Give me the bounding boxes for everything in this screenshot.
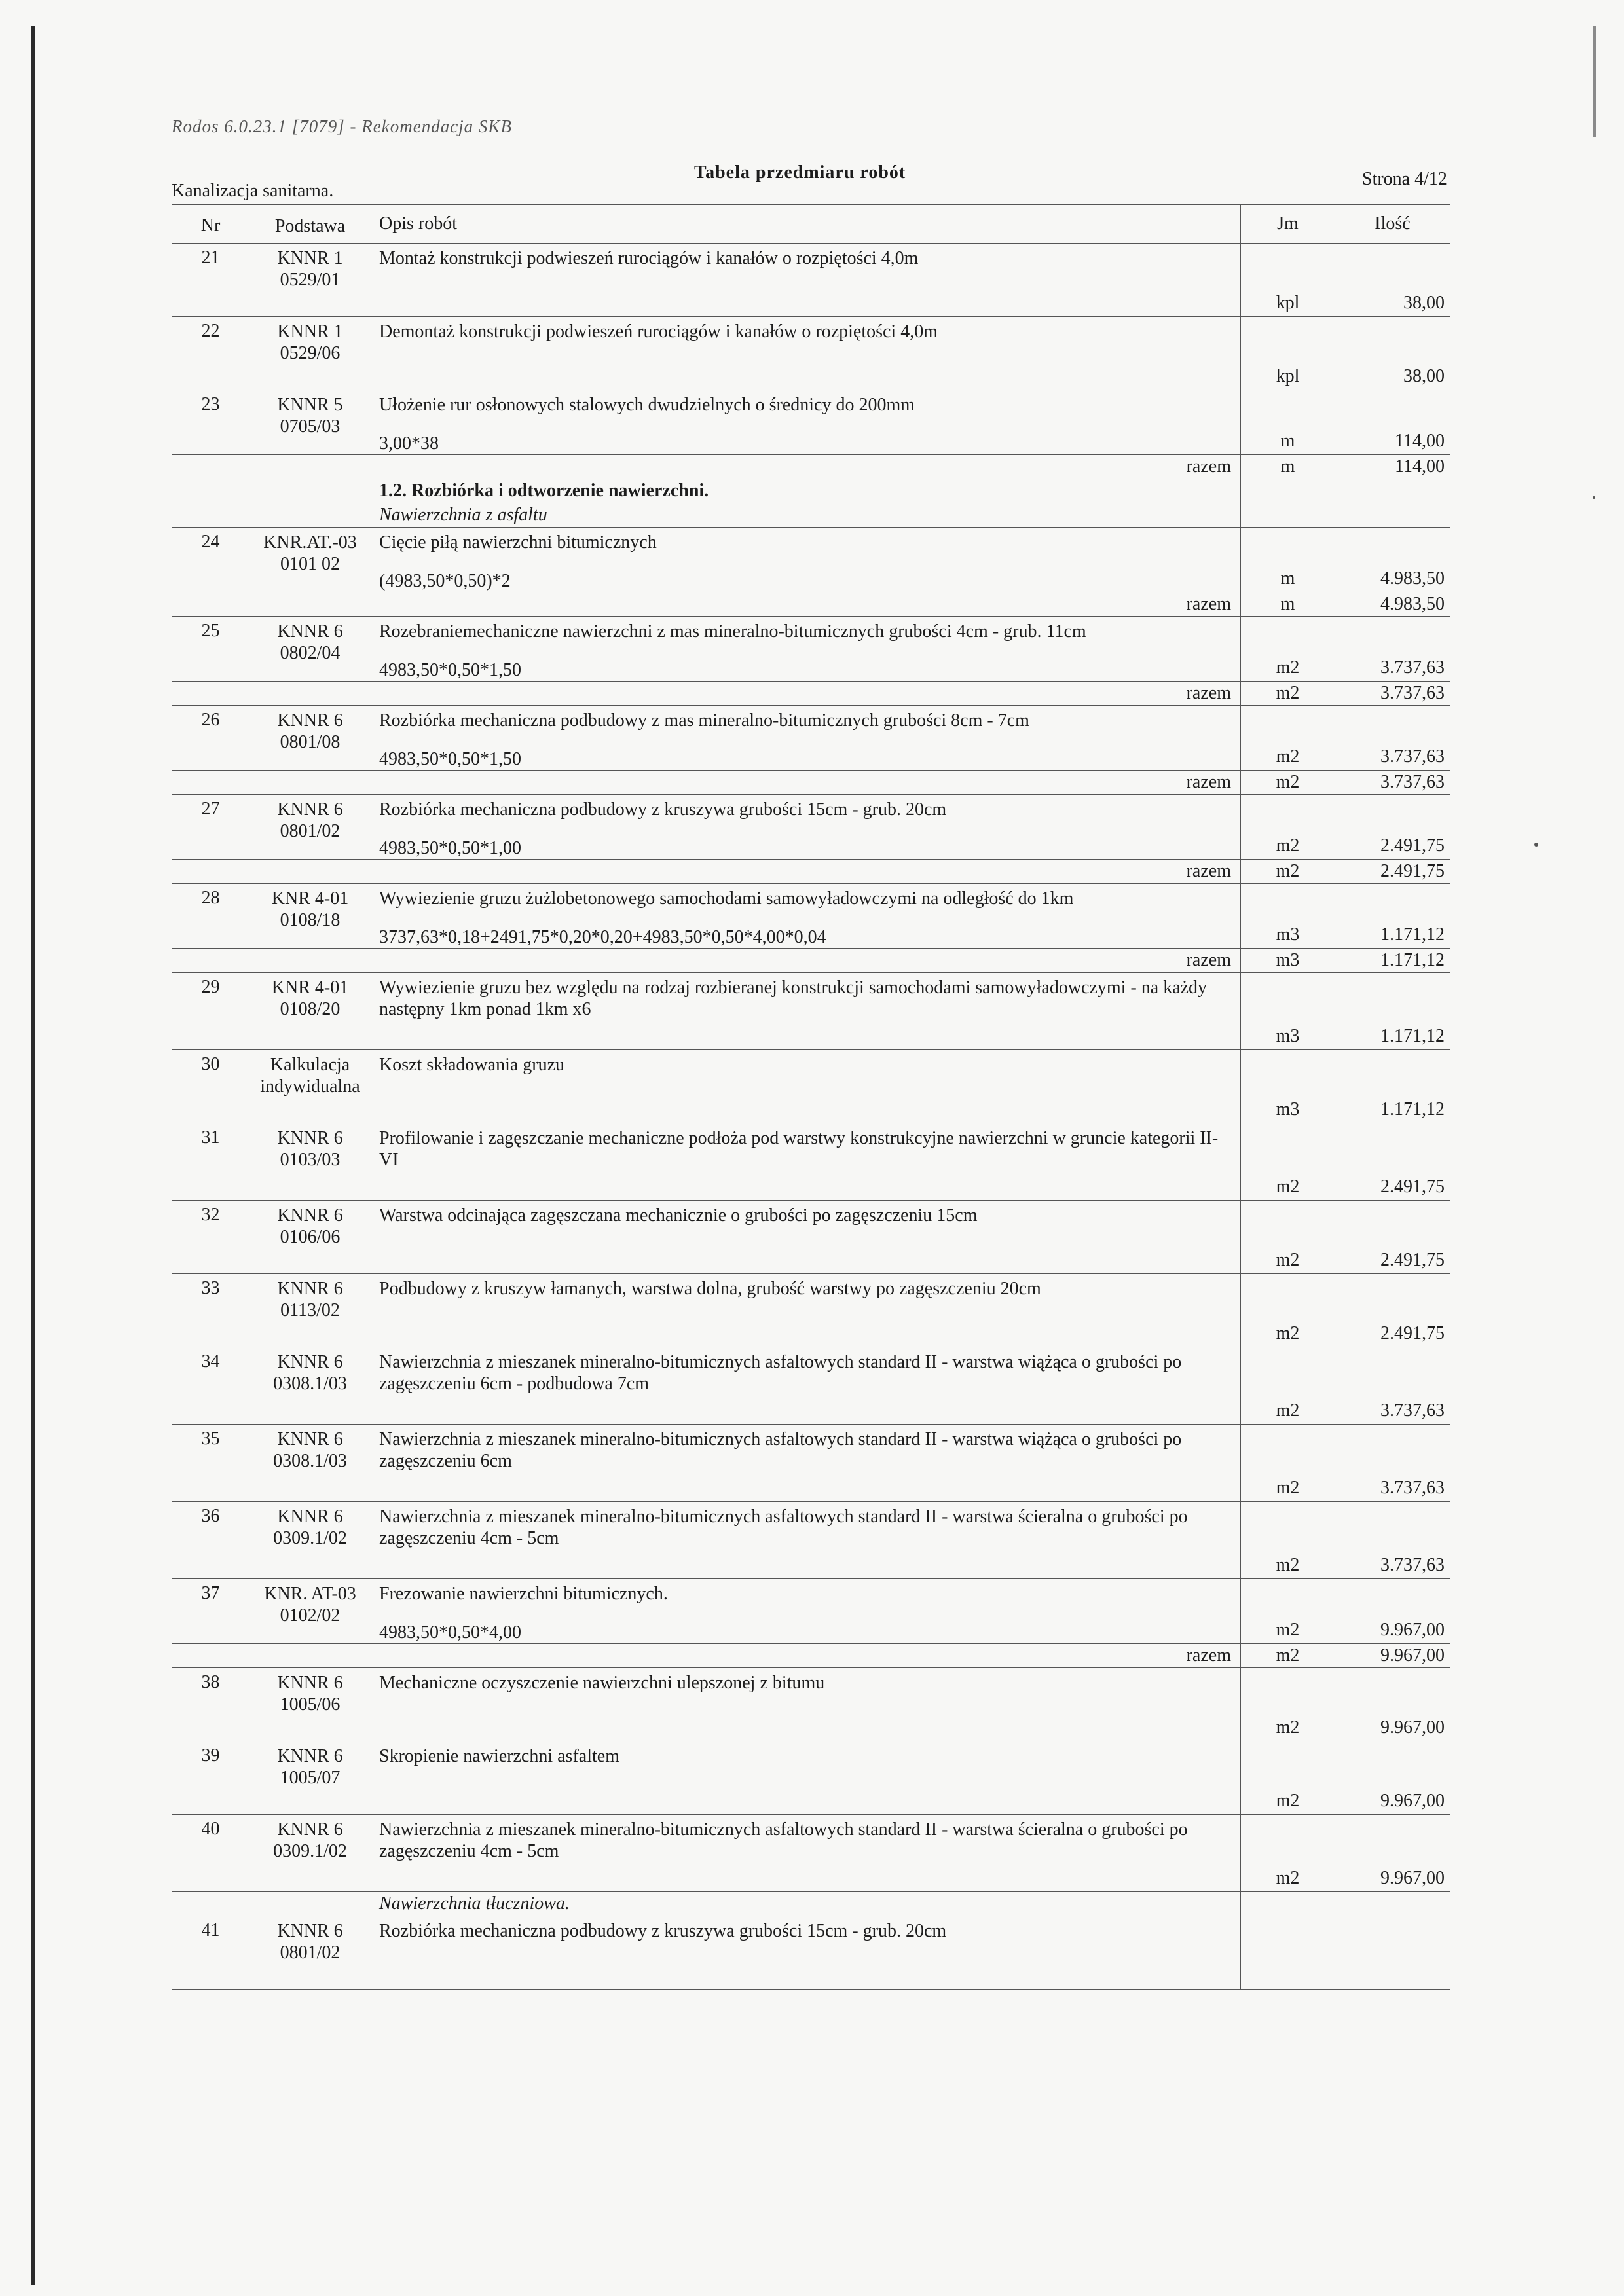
table-row — [172, 528, 1450, 592]
item-basis — [249, 1347, 371, 1425]
empty-cell — [249, 1892, 371, 1916]
table-row — [172, 1502, 1450, 1579]
item-number: 33 — [172, 1274, 249, 1347]
item-basis-line: 0102/02 — [280, 1605, 341, 1626]
item-basis-line: KNNR 6 — [277, 1429, 343, 1449]
item-basis-line: KNR 4-01 — [271, 977, 349, 998]
table-row — [172, 795, 1450, 860]
empty-cell — [172, 860, 249, 884]
item-quantity: 3.737,63 — [1335, 706, 1450, 771]
section-subtitle-row — [172, 503, 1450, 528]
item-quantity: 2.491,75 — [1335, 1274, 1450, 1347]
table-row — [172, 1201, 1450, 1274]
item-basis — [249, 1274, 371, 1347]
item-quantity: 1.171,12 — [1335, 884, 1450, 949]
item-number: 25 — [172, 617, 249, 682]
item-basis-line: 0801/08 — [280, 732, 341, 752]
item-basis-line: KNNR 6 — [277, 1746, 343, 1766]
razem-cell — [371, 682, 1241, 706]
item-calculation: 4983,50*0,50*1,50 — [379, 660, 521, 680]
section-subtitle-cell — [371, 503, 1241, 528]
item-unit — [1241, 1916, 1335, 1990]
item-basis-line: 0705/03 — [280, 416, 341, 437]
razem-unit: m2 — [1241, 860, 1335, 884]
item-unit: m2 — [1241, 795, 1335, 860]
razem-unit: m — [1241, 592, 1335, 617]
empty-cell — [172, 771, 249, 795]
razem-row — [172, 771, 1450, 795]
item-description: Mechaniczne oczyszczenie nawierzchni ulepszonej z bitumu — [379, 1673, 825, 1693]
item-unit: m2 — [1241, 1741, 1335, 1815]
item-basis-line: 0106/06 — [280, 1227, 341, 1247]
item-basis-line: KNNR 6 — [277, 799, 343, 820]
razem-quantity: 9.967,00 — [1335, 1644, 1450, 1668]
razem-cell — [371, 1644, 1241, 1668]
item-description-cell — [371, 706, 1241, 771]
section-subtitle-row — [172, 1892, 1450, 1916]
item-number: 34 — [172, 1347, 249, 1425]
item-number: 31 — [172, 1123, 249, 1201]
item-basis-line: KNNR 6 — [277, 1506, 343, 1527]
empty-cell — [249, 479, 371, 503]
item-calculation: 4983,50*0,50*4,00 — [379, 1622, 521, 1643]
item-basis-line: 0108/18 — [280, 910, 341, 930]
table-row — [172, 1668, 1450, 1741]
table-row — [172, 884, 1450, 949]
item-basis-line: 0101 02 — [280, 554, 340, 574]
item-quantity: 1.171,12 — [1335, 1050, 1450, 1123]
item-basis — [249, 795, 371, 860]
item-basis-line: KNNR 6 — [277, 1819, 343, 1840]
section-title-row — [172, 479, 1450, 503]
razem-cell — [371, 949, 1241, 973]
item-description-cell — [371, 973, 1241, 1050]
item-basis — [249, 1201, 371, 1274]
item-description: Profilowanie i zagęszczanie mechaniczne podłoża pod warstwy konstrukcyjne nawierzchni w gruncie kategorii II-VI — [379, 1128, 1219, 1170]
item-basis-line: Kalkulacja — [270, 1055, 350, 1075]
table-row — [172, 706, 1450, 771]
item-number: 35 — [172, 1425, 249, 1502]
item-description: Ułożenie rur osłonowych stalowych dwudzielnych o średnicy do 200mm — [379, 395, 915, 415]
item-basis-line: KNNR 6 — [277, 621, 343, 642]
item-number: 38 — [172, 1668, 249, 1741]
item-quantity: 4.983,50 — [1335, 528, 1450, 592]
item-description-cell — [371, 617, 1241, 682]
item-unit: m2 — [1241, 1201, 1335, 1274]
item-unit: m2 — [1241, 1502, 1335, 1579]
item-description: Rozebraniemechaniczne nawierzchni z mas mineralno-bitumicznych grubości 4cm - grub. 11cm — [379, 621, 1086, 642]
razem-label: razem — [1186, 861, 1231, 881]
item-basis-line: KNNR 6 — [277, 1921, 343, 1941]
item-basis-line: KNNR 6 — [277, 1673, 343, 1693]
empty-cell — [172, 1644, 249, 1668]
item-quantity: 3.737,63 — [1335, 1502, 1450, 1579]
table-row — [172, 317, 1450, 390]
item-quantity: 9.967,00 — [1335, 1741, 1450, 1815]
item-quantity: 38,00 — [1335, 317, 1450, 390]
item-unit: m3 — [1241, 973, 1335, 1050]
scan-speck — [1593, 496, 1595, 499]
item-unit: m2 — [1241, 1815, 1335, 1892]
item-description: Nawierzchnia z mieszanek mineralno-bitumicznych asfaltowych standard II - warstwa ścieralna o grubości po zagęszczeniu 4cm - 5cm — [379, 1506, 1188, 1548]
item-basis-line: KNNR 1 — [277, 248, 343, 268]
table-row — [172, 1274, 1450, 1347]
item-basis-line: 0308.1/03 — [273, 1451, 347, 1471]
item-quantity: 9.967,00 — [1335, 1579, 1450, 1644]
item-basis-line: 0802/04 — [280, 643, 341, 663]
column-header-ilosc: Ilość — [1335, 205, 1450, 244]
item-description-cell — [371, 1201, 1241, 1274]
item-basis — [249, 317, 371, 390]
razem-quantity: 1.171,12 — [1335, 949, 1450, 973]
item-basis — [249, 884, 371, 949]
razem-cell — [371, 592, 1241, 617]
item-unit: kpl — [1241, 244, 1335, 317]
empty-cell — [1335, 1892, 1450, 1916]
item-description-cell — [371, 1579, 1241, 1644]
item-basis — [249, 1741, 371, 1815]
empty-cell — [249, 592, 371, 617]
item-description: Warstwa odcinająca zagęszczana mechanicznie o grubości po zagęszczeniu 15cm — [379, 1205, 978, 1226]
item-quantity: 3.737,63 — [1335, 617, 1450, 682]
item-number: 32 — [172, 1201, 249, 1274]
item-basis-line: 0309.1/02 — [273, 1841, 347, 1861]
item-description-cell — [371, 1050, 1241, 1123]
razem-label: razem — [1186, 950, 1231, 970]
razem-label: razem — [1186, 683, 1231, 703]
item-unit: m2 — [1241, 706, 1335, 771]
empty-cell — [1335, 503, 1450, 528]
table-row — [172, 1347, 1450, 1425]
table-row — [172, 244, 1450, 317]
item-unit: m2 — [1241, 1579, 1335, 1644]
razem-quantity: 114,00 — [1335, 455, 1450, 479]
item-number: 37 — [172, 1579, 249, 1644]
item-description-cell — [371, 390, 1241, 455]
item-unit: m2 — [1241, 1425, 1335, 1502]
item-calculation: 4983,50*0,50*1,50 — [379, 749, 521, 769]
item-basis-line: 1005/06 — [280, 1694, 341, 1715]
razem-row — [172, 682, 1450, 706]
section-subtitle: Nawierzchnia z asfaltu — [379, 505, 547, 525]
item-description-cell — [371, 1274, 1241, 1347]
bill-of-quantities-table — [172, 204, 1450, 1990]
item-quantity: 38,00 — [1335, 244, 1450, 317]
empty-cell — [1241, 1892, 1335, 1916]
item-unit: m3 — [1241, 884, 1335, 949]
item-basis-line: KNR. AT-03 — [264, 1584, 356, 1604]
empty-cell — [249, 949, 371, 973]
document-source: Rodos 6.0.23.1 [7079] - Rekomendacja SKB — [172, 117, 512, 136]
item-description: Podbudowy z kruszyw łamanych, warstwa dolna, grubość warstwy po zagęszczeniu 20cm — [379, 1279, 1041, 1299]
item-quantity: 114,00 — [1335, 390, 1450, 455]
item-description: Skropienie nawierzchni asfaltem — [379, 1746, 619, 1766]
item-description-cell — [371, 1347, 1241, 1425]
empty-cell — [249, 860, 371, 884]
item-description-cell — [371, 1668, 1241, 1741]
table-row — [172, 1916, 1450, 1990]
empty-cell — [1335, 479, 1450, 503]
table-row — [172, 1050, 1450, 1123]
section-subtitle: Nawierzchnia tłuczniowa. — [379, 1893, 570, 1914]
empty-cell — [172, 949, 249, 973]
item-quantity: 9.967,00 — [1335, 1815, 1450, 1892]
item-description: Rozbiórka mechaniczna podbudowy z kruszywa grubości 15cm - grub. 20cm — [379, 1921, 947, 1941]
razem-quantity: 3.737,63 — [1335, 682, 1450, 706]
item-basis — [249, 390, 371, 455]
item-number: 29 — [172, 973, 249, 1050]
item-basis — [249, 1050, 371, 1123]
item-description: Koszt składowania gruzu — [379, 1055, 565, 1075]
item-basis-line: 0108/20 — [280, 999, 341, 1019]
item-basis — [249, 1916, 371, 1990]
razem-unit: m2 — [1241, 1644, 1335, 1668]
item-number: 39 — [172, 1741, 249, 1815]
item-quantity: 9.967,00 — [1335, 1668, 1450, 1741]
item-description: Demontaż konstrukcji podwieszeń rurociągów i kanałów o rozpiętości 4,0m — [379, 321, 938, 342]
table-row — [172, 1425, 1450, 1502]
item-basis — [249, 1815, 371, 1892]
item-description: Nawierzchnia z mieszanek mineralno-bitumicznych asfaltowych standard II - warstwa wiążąca o grubości po zagęszczeniu 6cm — [379, 1429, 1182, 1471]
item-quantity: 2.491,75 — [1335, 1123, 1450, 1201]
scan-speck — [1534, 843, 1538, 847]
item-basis — [249, 1668, 371, 1741]
item-description-cell — [371, 1502, 1241, 1579]
item-number: 24 — [172, 528, 249, 592]
item-quantity: 3.737,63 — [1335, 1347, 1450, 1425]
item-description-cell — [371, 1425, 1241, 1502]
table-row — [172, 1579, 1450, 1644]
item-basis-line: 0308.1/03 — [273, 1374, 347, 1394]
item-description-cell — [371, 1123, 1241, 1201]
item-number: 23 — [172, 390, 249, 455]
item-number: 40 — [172, 1815, 249, 1892]
item-unit: m2 — [1241, 1668, 1335, 1741]
razem-cell — [371, 771, 1241, 795]
table-title: Tabela przedmiaru robót — [694, 162, 906, 183]
table-row — [172, 1123, 1450, 1201]
item-number: 27 — [172, 795, 249, 860]
item-basis-line: KNNR 5 — [277, 395, 343, 415]
razem-unit: m — [1241, 455, 1335, 479]
item-basis-line: KNNR 1 — [277, 321, 343, 342]
razem-label: razem — [1186, 594, 1231, 614]
item-basis — [249, 244, 371, 317]
item-description: Nawierzchnia z mieszanek mineralno-bitumicznych asfaltowych standard II - warstwa ścieralna o grubości po zagęszczeniu 4cm - 5cm — [379, 1819, 1188, 1861]
razem-row — [172, 949, 1450, 973]
razem-label: razem — [1186, 1645, 1231, 1666]
empty-cell — [172, 592, 249, 617]
item-description: Wywiezienie gruzu żużlobetonowego samochodami samowyładowczymi na odległość do 1km — [379, 888, 1074, 909]
razem-row — [172, 455, 1450, 479]
item-number: 28 — [172, 884, 249, 949]
item-description-cell — [371, 1741, 1241, 1815]
item-number: 21 — [172, 244, 249, 317]
razem-label: razem — [1186, 456, 1231, 477]
item-basis-line: 0529/06 — [280, 343, 341, 363]
razem-row — [172, 860, 1450, 884]
item-basis-line: KNNR 6 — [277, 1279, 343, 1299]
empty-cell — [1241, 479, 1335, 503]
item-quantity — [1335, 1916, 1450, 1990]
razem-quantity: 2.491,75 — [1335, 860, 1450, 884]
page-number: Strona 4/12 — [1362, 169, 1447, 189]
empty-cell — [172, 1892, 249, 1916]
item-quantity: 1.171,12 — [1335, 973, 1450, 1050]
item-unit: m — [1241, 528, 1335, 592]
razem-unit: m2 — [1241, 771, 1335, 795]
item-basis-line: 0113/02 — [280, 1300, 340, 1321]
item-basis-line: KNNR 6 — [277, 1352, 343, 1372]
item-basis-line: KNR 4-01 — [271, 888, 349, 909]
item-basis-line: 1005/07 — [280, 1768, 341, 1788]
item-basis-line: KNNR 6 — [277, 710, 343, 731]
razem-quantity: 3.737,63 — [1335, 771, 1450, 795]
scan-edge — [1593, 26, 1596, 137]
item-basis — [249, 1425, 371, 1502]
item-unit: m2 — [1241, 617, 1335, 682]
item-basis — [249, 1123, 371, 1201]
table-row — [172, 1741, 1450, 1815]
item-unit: kpl — [1241, 317, 1335, 390]
item-description-cell — [371, 528, 1241, 592]
column-header-jm: Jm — [1241, 205, 1335, 244]
item-description-cell — [371, 1916, 1241, 1990]
item-basis — [249, 617, 371, 682]
item-basis-line: 0801/02 — [280, 1942, 341, 1963]
item-number: 30 — [172, 1050, 249, 1123]
item-basis-line: KNR.AT.-03 — [263, 532, 357, 553]
item-basis — [249, 973, 371, 1050]
item-basis-line: 0309.1/02 — [273, 1528, 347, 1548]
item-quantity: 3.737,63 — [1335, 1425, 1450, 1502]
empty-cell — [1241, 503, 1335, 528]
razem-row — [172, 1644, 1450, 1668]
item-calculation: 4983,50*0,50*1,00 — [379, 838, 521, 858]
item-basis-line: 0103/03 — [280, 1150, 341, 1170]
item-basis-line: 0529/01 — [280, 270, 341, 290]
empty-cell — [249, 1644, 371, 1668]
empty-cell — [249, 455, 371, 479]
item-basis-line: 0801/02 — [280, 821, 341, 841]
item-description: Rozbiórka mechaniczna podbudowy z kruszywa grubości 15cm - grub. 20cm — [379, 799, 947, 820]
item-description: Cięcie piłą nawierzchni bitumicznych — [379, 532, 657, 553]
item-description: Nawierzchnia z mieszanek mineralno-bitumicznych asfaltowych standard II - warstwa wiążąca o grubości po zagęszczeniu 6cm - podbudowa 7cm — [379, 1352, 1182, 1394]
column-header-nr: Nr — [172, 205, 249, 244]
razem-cell — [371, 860, 1241, 884]
item-description-cell — [371, 244, 1241, 317]
item-basis-line: KNNR 6 — [277, 1128, 343, 1148]
item-calculation: (4983,50*0,50)*2 — [379, 571, 511, 591]
table-row — [172, 390, 1450, 455]
item-description-cell — [371, 317, 1241, 390]
empty-cell — [249, 682, 371, 706]
item-quantity: 2.491,75 — [1335, 1201, 1450, 1274]
razem-cell — [371, 455, 1241, 479]
item-basis — [249, 1502, 371, 1579]
razem-label: razem — [1186, 772, 1231, 792]
section-title-cell — [371, 479, 1241, 503]
item-basis — [249, 706, 371, 771]
item-unit: m — [1241, 390, 1335, 455]
table-row — [172, 1815, 1450, 1892]
item-basis-line: KNNR 6 — [277, 1205, 343, 1226]
item-number: 41 — [172, 1916, 249, 1990]
empty-cell — [172, 503, 249, 528]
item-description: Rozbiórka mechaniczna podbudowy z mas mineralno-bitumicznych grubości 8cm - 7cm — [379, 710, 1029, 731]
section-subtitle-cell — [371, 1892, 1241, 1916]
item-quantity: 2.491,75 — [1335, 795, 1450, 860]
item-basis — [249, 528, 371, 592]
item-basis-line: indywidualna — [260, 1076, 360, 1097]
item-description: Frezowanie nawierzchni bitumicznych. — [379, 1584, 668, 1604]
item-description-cell — [371, 1815, 1241, 1892]
razem-unit: m3 — [1241, 949, 1335, 973]
empty-cell — [172, 455, 249, 479]
table-header-row — [172, 205, 1450, 244]
scan-edge — [31, 26, 35, 2285]
item-unit: m3 — [1241, 1050, 1335, 1123]
item-basis — [249, 1579, 371, 1644]
empty-cell — [172, 682, 249, 706]
column-header-podstawa: Podstawa — [249, 205, 371, 244]
item-number: 26 — [172, 706, 249, 771]
item-description-cell — [371, 884, 1241, 949]
column-header-opis: Opis robót — [371, 205, 1241, 244]
item-description: Wywiezienie gruzu bez względu na rodzaj rozbieranej konstrukcji samochodami samowyładowczymi - na każdy następny 1km ponad 1km x6 — [379, 977, 1208, 1019]
item-description: Montaż konstrukcji podwieszeń rurociągów i kanałów o rozpiętości 4,0m — [379, 248, 919, 268]
item-number: 36 — [172, 1502, 249, 1579]
item-description-cell — [371, 795, 1241, 860]
razem-unit: m2 — [1241, 682, 1335, 706]
razem-quantity: 4.983,50 — [1335, 592, 1450, 617]
item-unit: m2 — [1241, 1123, 1335, 1201]
section-title: 1.2. Rozbiórka i odtworzenie nawierzchni. — [379, 481, 709, 501]
table-row — [172, 973, 1450, 1050]
empty-cell — [172, 479, 249, 503]
section-name: Kanalizacja sanitarna. — [172, 181, 334, 201]
item-calculation: 3,00*38 — [379, 433, 439, 454]
item-calculation: 3737,63*0,18+2491,75*0,20*0,20+4983,50*0,50*4,00*0,04 — [379, 927, 826, 947]
razem-row — [172, 592, 1450, 617]
empty-cell — [249, 503, 371, 528]
table-row — [172, 617, 1450, 682]
empty-cell — [249, 771, 371, 795]
item-number: 22 — [172, 317, 249, 390]
item-unit: m2 — [1241, 1347, 1335, 1425]
item-unit: m2 — [1241, 1274, 1335, 1347]
